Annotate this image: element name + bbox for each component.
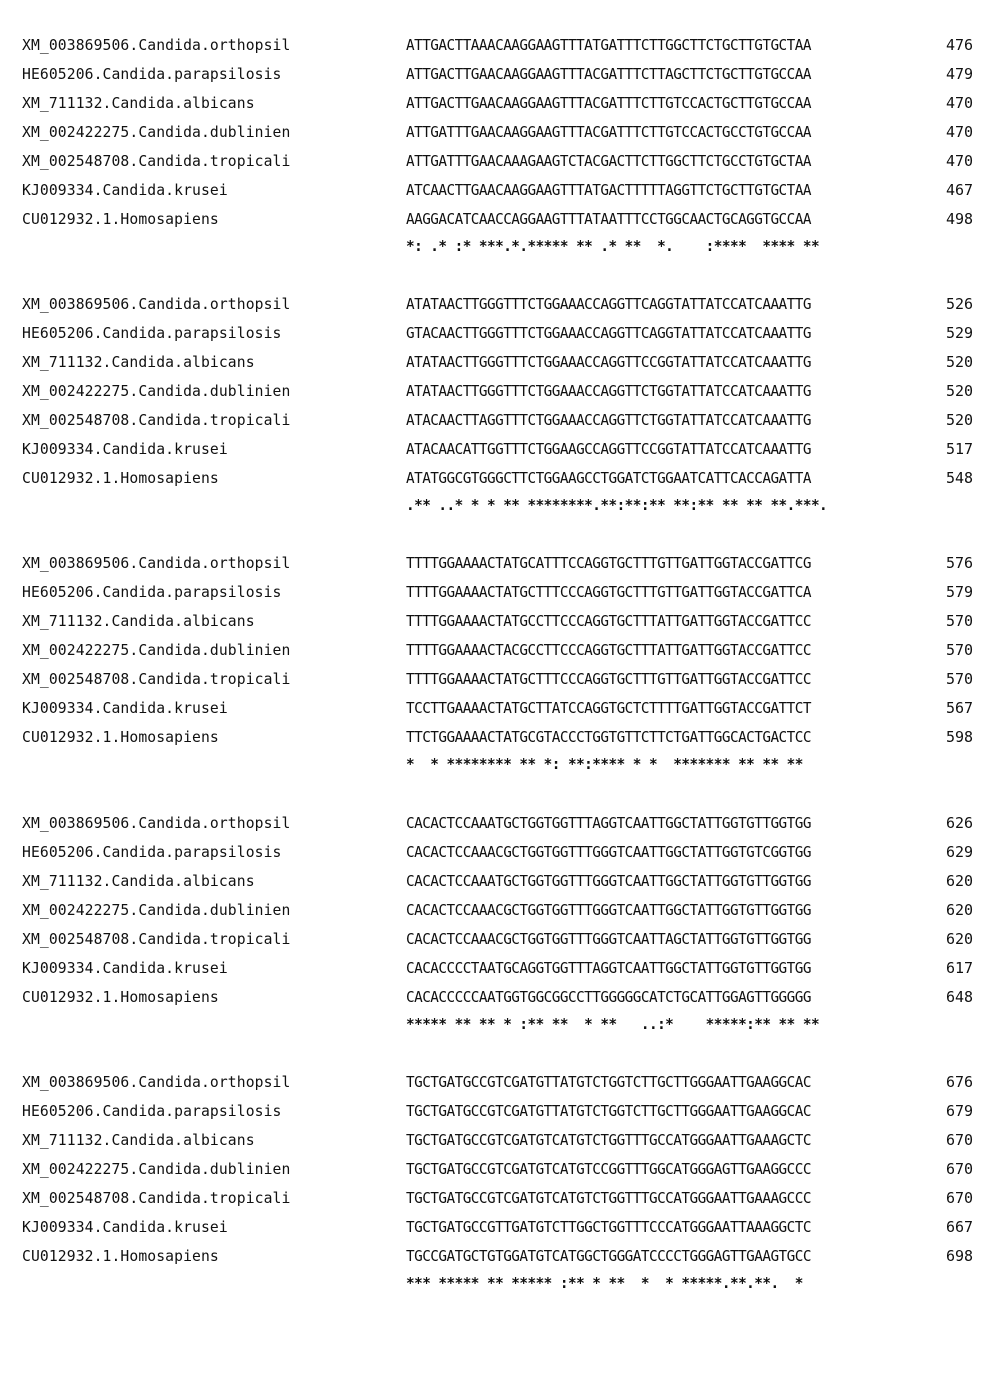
sequence-row bbox=[0, 665, 1000, 694]
sequence-name: HE605206.Candida.parapsilosis bbox=[22, 65, 282, 83]
sequence-residues: TGCTGATGCCGTCGATGTTATGTCTGGTCTTGCTTGGGAATTGAAGGCAC bbox=[406, 1073, 811, 1091]
sequence-name: XM_003869506.Candida.orthopsil bbox=[22, 814, 291, 832]
sequence-name: HE605206.Candida.parapsilosis bbox=[22, 1102, 282, 1120]
sequence-residues: ATACAACATTGGTTTCTGGAAGCCAGGTTCCGGTATTATCCATCAAATTG bbox=[406, 440, 811, 458]
sequence-residues: TGCTGATGCCGTCGATGTCATGTCTGGTTTGCCATGGGAATTGAAAGCTC bbox=[406, 1131, 811, 1149]
consensus-line: .** ..* * * ** ********.**:**:** **:** ** ** **.***. bbox=[406, 496, 828, 514]
sequence-row bbox=[0, 694, 1000, 723]
sequence-position: 498 bbox=[946, 210, 974, 228]
sequence-residues: GTACAACTTGGGTTTCTGGAAACCAGGTTCAGGTATTATCCATCAAATTG bbox=[406, 324, 811, 342]
sequence-position: 698 bbox=[946, 1247, 974, 1265]
sequence-name: CU012932.1.Homosapiens bbox=[22, 1247, 219, 1265]
sequence-position: 570 bbox=[946, 641, 974, 659]
sequence-residues: CACACTCCAAACGCTGGTGGTTTGGGTCAATTGGCTATTGGTGTTGGTGG bbox=[406, 901, 811, 919]
sequence-name: HE605206.Candida.parapsilosis bbox=[22, 843, 282, 861]
sequence-position: 670 bbox=[946, 1160, 974, 1178]
sequence-position: 529 bbox=[946, 324, 974, 342]
sequence-position: 667 bbox=[946, 1218, 974, 1236]
sequence-residues: CACACCCCTAATGCAGGTGGTTTAGGTCAATTGGCTATTGGTGTTGGTGG bbox=[406, 959, 811, 977]
sequence-name: HE605206.Candida.parapsilosis bbox=[22, 324, 282, 342]
sequence-name: KJ009334.Candida.krusei bbox=[22, 959, 228, 977]
sequence-name: CU012932.1.Homosapiens bbox=[22, 469, 219, 487]
sequence-position: 520 bbox=[946, 353, 974, 371]
sequence-position: 676 bbox=[946, 1073, 974, 1091]
sequence-row bbox=[0, 1126, 1000, 1155]
sequence-residues: ATTGACTTGAACAAGGAAGTTTACGATTTCTTAGCTTCTGCTTGTGCCAA bbox=[406, 65, 811, 83]
sequence-row bbox=[0, 954, 1000, 983]
sequence-position: 526 bbox=[946, 295, 974, 313]
sequence-name: XM_002422275.Candida.dublinien bbox=[22, 901, 291, 919]
sequence-row bbox=[0, 636, 1000, 665]
sequence-row bbox=[0, 1242, 1000, 1271]
consensus-line: *: .* :* ***.*.***** ** .* ** *. :**** **** ** bbox=[406, 237, 820, 255]
sequence-residues: TGCCGATGCTGTGGATGTCATGGCTGGGATCCCCTGGGAGTTGAAGTGCC bbox=[406, 1247, 811, 1265]
sequence-name: XM_711132.Candida.albicans bbox=[22, 872, 255, 890]
sequence-residues: TGCTGATGCCGTCGATGTCATGTCTGGTTTGCCATGGGAATTGAAAGCCC bbox=[406, 1189, 811, 1207]
sequence-residues: TTTTGGAAAACTATGCCTTCCCAGGTGCTTTATTGATTGGTACCGATTCC bbox=[406, 612, 811, 630]
sequence-position: 670 bbox=[946, 1189, 974, 1207]
sequence-name: XM_002548708.Candida.tropicali bbox=[22, 152, 291, 170]
sequence-name: XM_002548708.Candida.tropicali bbox=[22, 930, 291, 948]
sequence-position: 648 bbox=[946, 988, 974, 1006]
sequence-position: 598 bbox=[946, 728, 974, 746]
sequence-name: XM_003869506.Candida.orthopsil bbox=[22, 295, 291, 313]
sequence-position: 467 bbox=[946, 181, 974, 199]
sequence-name: XM_002422275.Candida.dublinien bbox=[22, 1160, 291, 1178]
sequence-position: 620 bbox=[946, 930, 974, 948]
sequence-residues: ATATAACTTGGGTTTCTGGAAACCAGGTTCTGGTATTATCCATCAAATTG bbox=[406, 382, 811, 400]
sequence-name: CU012932.1.Homosapiens bbox=[22, 210, 219, 228]
sequence-name: XM_711132.Candida.albicans bbox=[22, 353, 255, 371]
sequence-row bbox=[0, 1155, 1000, 1184]
sequence-row bbox=[0, 176, 1000, 205]
sequence-row bbox=[0, 925, 1000, 954]
sequence-row bbox=[0, 435, 1000, 464]
sequence-name: XM_711132.Candida.albicans bbox=[22, 612, 255, 630]
sequence-position: 626 bbox=[946, 814, 974, 832]
sequence-name: CU012932.1.Homosapiens bbox=[22, 988, 219, 1006]
sequence-residues: TTTTGGAAAACTATGCATTTCCAGGTGCTTTGTTGATTGGTACCGATTCG bbox=[406, 554, 811, 572]
sequence-residues: ATTGATTTGAACAAAGAAGTCTACGACTTCTTGGCTTCTGCCTGTGCTAA bbox=[406, 152, 811, 170]
sequence-position: 470 bbox=[946, 152, 974, 170]
sequence-row bbox=[0, 838, 1000, 867]
sequence-residues: CACACTCCAAACGCTGGTGGTTTGGGTCAATTGGCTATTGGTGTCGGTGG bbox=[406, 843, 811, 861]
sequence-row bbox=[0, 89, 1000, 118]
sequence-residues: AAGGACATCAACCAGGAAGTTTATAATTTCCTGGCAACTGCAGGTGCCAA bbox=[406, 210, 811, 228]
sequence-position: 620 bbox=[946, 901, 974, 919]
sequence-residues: ATTGATTTGAACAAGGAAGTTTACGATTTCTTGTCCACTGCCTGTGCCAA bbox=[406, 123, 811, 141]
sequence-residues: ATACAACTTAGGTTTCTGGAAACCAGGTTCTGGTATTATCCATCAAATTG bbox=[406, 411, 811, 429]
sequence-name: XM_711132.Candida.albicans bbox=[22, 1131, 255, 1149]
sequence-row bbox=[0, 896, 1000, 925]
consensus-line: *** ***** ** ***** :** * ** * * *****.**.**. * bbox=[406, 1274, 803, 1292]
sequence-position: 476 bbox=[946, 36, 974, 54]
sequence-residues: TCCTTGAAAACTATGCTTATCCAGGTGCTCTTTTGATTGGTACCGATTCT bbox=[406, 699, 811, 717]
sequence-residues: ATTGACTTAAACAAGGAAGTTTATGATTTCTTGGCTTCTGCTTGTGCTAA bbox=[406, 36, 811, 54]
sequence-name: CU012932.1.Homosapiens bbox=[22, 728, 219, 746]
sequence-row bbox=[0, 377, 1000, 406]
sequence-position: 470 bbox=[946, 123, 974, 141]
sequence-row bbox=[0, 549, 1000, 578]
sequence-residues: ATATAACTTGGGTTTCTGGAAACCAGGTTCCGGTATTATCCATCAAATTG bbox=[406, 353, 811, 371]
consensus-line: ***** ** ** * :** ** * ** ..:* *****:** ** ** bbox=[406, 1015, 820, 1033]
sequence-name: KJ009334.Candida.krusei bbox=[22, 440, 228, 458]
sequence-position: 670 bbox=[946, 1131, 974, 1149]
sequence-row bbox=[0, 406, 1000, 435]
sequence-position: 470 bbox=[946, 94, 974, 112]
sequence-residues: ATCAACTTGAACAAGGAAGTTTATGACTTTTTAGGTTCTGCTTGTGCTAA bbox=[406, 181, 811, 199]
sequence-name: XM_002548708.Candida.tropicali bbox=[22, 670, 291, 688]
sequence-row bbox=[0, 809, 1000, 838]
sequence-name: KJ009334.Candida.krusei bbox=[22, 1218, 228, 1236]
sequence-position: 679 bbox=[946, 1102, 974, 1120]
sequence-residues: ATATGGCGTGGGCTTCTGGAAGCCTGGATCTGGAATCATTCACCAGATTA bbox=[406, 469, 811, 487]
sequence-row bbox=[0, 1184, 1000, 1213]
sequence-position: 620 bbox=[946, 872, 974, 890]
sequence-position: 567 bbox=[946, 699, 974, 717]
sequence-row bbox=[0, 607, 1000, 636]
sequence-name: XM_003869506.Candida.orthopsil bbox=[22, 1073, 291, 1091]
sequence-position: 576 bbox=[946, 554, 974, 572]
sequence-name: XM_003869506.Candida.orthopsil bbox=[22, 36, 291, 54]
sequence-residues: CACACTCCAAATGCTGGTGGTTTGGGTCAATTGGCTATTGGTGTTGGTGG bbox=[406, 872, 811, 890]
sequence-name: KJ009334.Candida.krusei bbox=[22, 181, 228, 199]
sequence-name: XM_003869506.Candida.orthopsil bbox=[22, 554, 291, 572]
sequence-row bbox=[0, 290, 1000, 319]
sequence-row bbox=[0, 578, 1000, 607]
sequence-name: XM_002422275.Candida.dublinien bbox=[22, 641, 291, 659]
sequence-row bbox=[0, 464, 1000, 493]
sequence-row bbox=[0, 983, 1000, 1012]
sequence-row bbox=[0, 1097, 1000, 1126]
sequence-position: 579 bbox=[946, 583, 974, 601]
sequence-residues: TTTTGGAAAACTATGCTTTCCCAGGTGCTTTGTTGATTGGTACCGATTCC bbox=[406, 670, 811, 688]
sequence-residues: TTTTGGAAAACTACGCCTTCCCAGGTGCTTTATTGATTGGTACCGATTCC bbox=[406, 641, 811, 659]
sequence-position: 479 bbox=[946, 65, 974, 83]
sequence-position: 517 bbox=[946, 440, 974, 458]
sequence-row bbox=[0, 348, 1000, 377]
sequence-position: 629 bbox=[946, 843, 974, 861]
sequence-row bbox=[0, 1068, 1000, 1097]
sequence-row bbox=[0, 147, 1000, 176]
sequence-position: 520 bbox=[946, 411, 974, 429]
sequence-name: XM_002422275.Candida.dublinien bbox=[22, 123, 291, 141]
sequence-residues: CACACCCCCAATGGTGGCGGCCTTGGGGGCATCTGCATTGGAGTTGGGGG bbox=[406, 988, 811, 1006]
consensus-line: * * ******** ** *: **:**** * * ******* ** ** ** bbox=[406, 755, 803, 773]
sequence-residues: TTTTGGAAAACTATGCTTTCCCAGGTGCTTTGTTGATTGGTACCGATTCA bbox=[406, 583, 811, 601]
sequence-residues: TGCTGATGCCGTTGATGTCTTGGCTGGTTTCCCATGGGAATTAAAGGCTC bbox=[406, 1218, 811, 1236]
sequence-name: XM_002548708.Candida.tropicali bbox=[22, 411, 291, 429]
sequence-residues: TTCTGGAAAACTATGCGTACCCTGGTGTTCTTCTGATTGGCACTGACTCC bbox=[406, 728, 811, 746]
sequence-position: 520 bbox=[946, 382, 974, 400]
sequence-residues: TGCTGATGCCGTCGATGTCATGTCCGGTTTGGCATGGGAGTTGAAGGCCC bbox=[406, 1160, 811, 1178]
sequence-position: 617 bbox=[946, 959, 974, 977]
sequence-name: HE605206.Candida.parapsilosis bbox=[22, 583, 282, 601]
sequence-name: KJ009334.Candida.krusei bbox=[22, 699, 228, 717]
sequence-name: XM_002548708.Candida.tropicali bbox=[22, 1189, 291, 1207]
sequence-row bbox=[0, 723, 1000, 752]
sequence-name: XM_711132.Candida.albicans bbox=[22, 94, 255, 112]
sequence-row bbox=[0, 31, 1000, 60]
sequence-row bbox=[0, 319, 1000, 348]
sequence-name: XM_002422275.Candida.dublinien bbox=[22, 382, 291, 400]
sequence-residues: ATATAACTTGGGTTTCTGGAAACCAGGTTCAGGTATTATCCATCAAATTG bbox=[406, 295, 811, 313]
sequence-residues: CACACTCCAAATGCTGGTGGTTTAGGTCAATTGGCTATTGGTGTTGGTGG bbox=[406, 814, 811, 832]
sequence-residues: CACACTCCAAACGCTGGTGGTTTGGGTCAATTAGCTATTGGTGTTGGTGG bbox=[406, 930, 811, 948]
sequence-position: 570 bbox=[946, 670, 974, 688]
sequence-position: 570 bbox=[946, 612, 974, 630]
sequence-row bbox=[0, 60, 1000, 89]
sequence-residues: TGCTGATGCCGTCGATGTTATGTCTGGTCTTGCTTGGGAATTGAAGGCAC bbox=[406, 1102, 811, 1120]
sequence-row bbox=[0, 118, 1000, 147]
sequence-position: 548 bbox=[946, 469, 974, 487]
sequence-residues: ATTGACTTGAACAAGGAAGTTTACGATTTCTTGTCCACTGCTTGTGCCAA bbox=[406, 94, 811, 112]
sequence-row bbox=[0, 205, 1000, 234]
sequence-row bbox=[0, 1213, 1000, 1242]
sequence-row bbox=[0, 867, 1000, 896]
